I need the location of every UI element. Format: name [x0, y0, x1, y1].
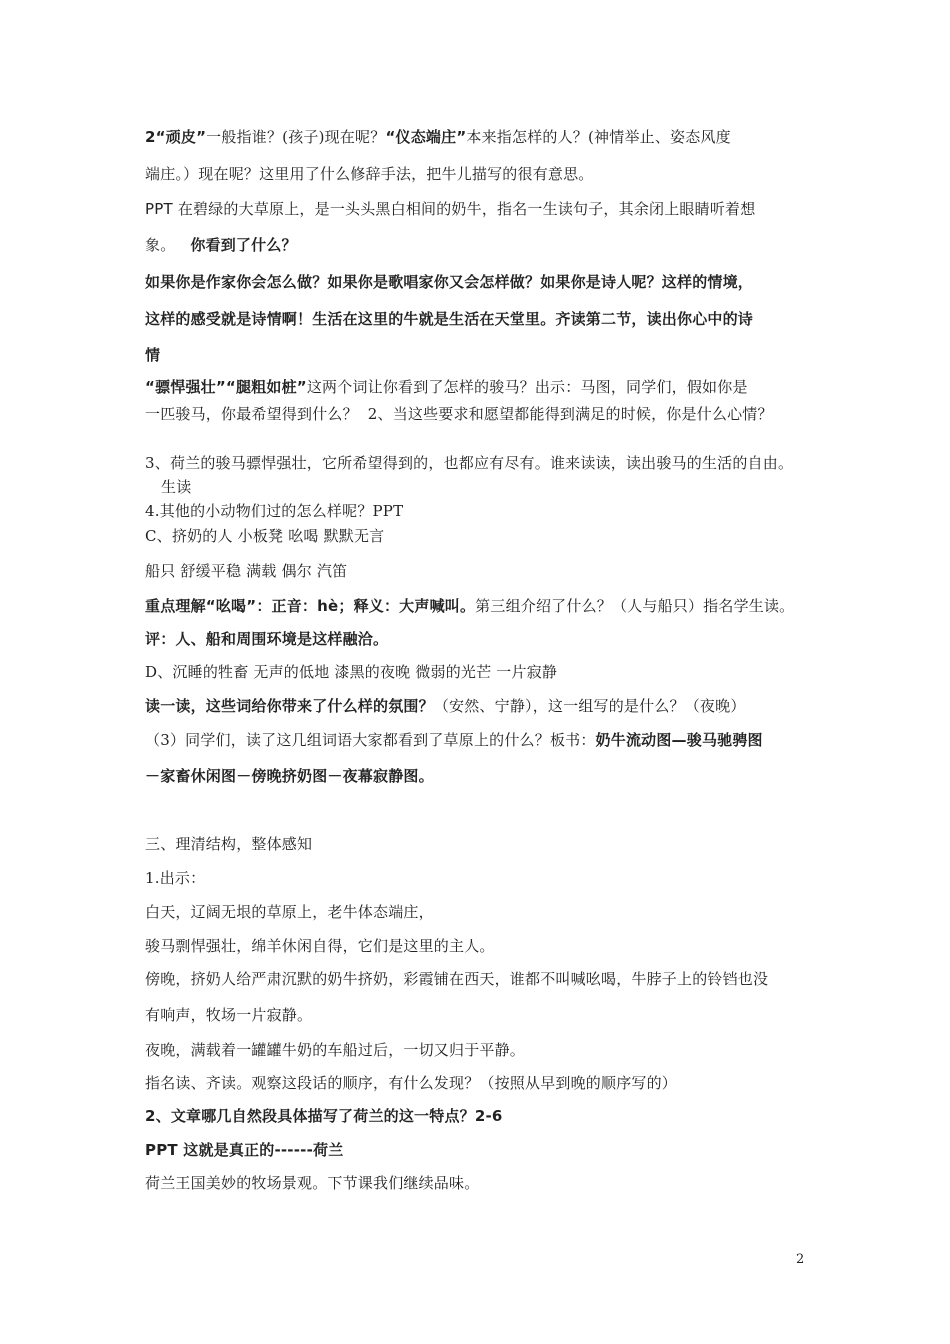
text-line: 2、文章哪几自然段具体描写了荷兰的这一特点？2-6: [145, 1107, 503, 1125]
text-line: 重点理解“吆喝”：正音：hè；释义：大声喊叫。第三组介绍了什么？（人与船只）指名学生读。: [145, 597, 795, 615]
text-line: 生读: [161, 478, 192, 496]
section-heading: 三、理清结构，整体感知: [145, 835, 313, 853]
text-line: 荷兰王国美妙的牧场景观。下节课我们继续品味。: [145, 1174, 480, 1192]
text-line: 船只 舒缓平稳 满载 偶尔 汽笛: [145, 562, 348, 580]
page-number: 2: [796, 1252, 805, 1267]
text-line: 有响声，牧场一片寂静。: [145, 1006, 313, 1024]
text-line: 傍晚，挤奶人给严肃沉默的奶牛挤奶，彩霞铺在西天，谁都不叫喊吆喝，牛脖子上的铃铛也没: [145, 970, 769, 988]
text-line: 一匹骏马，你最希望得到什么？ 2、当这些要求和愿望都能得到满足的时候，你是什么心情？: [145, 405, 773, 423]
text-line: 夜晚，满载着一罐罐牛奶的车船过后，一切又归于平静。: [145, 1041, 526, 1059]
text-line: D、沉睡的牲畜 无声的低地 漆黑的夜晚 微弱的光芒 一片寂静: [145, 663, 558, 681]
text-line: 3、荷兰的骏马骠悍强壮，它所希望得到的，也都应有尽有。谁来读读，读出骏马的生活的自由。: [145, 454, 794, 472]
text-line: 评：人、船和周围环境是这样融洽。: [145, 630, 389, 648]
text-line: 2“顽皮”一般指谁？(孩子)现在呢？“仪态端庄”本来指怎样的人？(神情举止、姿态风度: [145, 128, 731, 146]
text-line: 骏马剽悍强壮，绵羊休闲自得，它们是这里的主人。: [145, 937, 495, 955]
text-line: PPT 这就是真正的------荷兰: [145, 1141, 344, 1159]
text-line: C、挤奶的人 小板凳 吆喝 默默无言: [145, 527, 385, 545]
text-line: 如果你是作家你会怎么做？如果你是歌唱家你又会怎样做？如果你是诗人呢？这样的情境，: [145, 273, 754, 291]
text-line: 端庄。）现在呢？这里用了什么修辞手法，把牛儿描写的很有意思。: [145, 165, 594, 183]
text-line: 读一读，这些词给你带来了什么样的氛围？（安然、宁静），这一组写的是什么？（夜晚）: [145, 697, 746, 715]
text-line: 白天，辽阔无垠的草原上，老牛体态端庄，: [145, 903, 434, 921]
text-line: 这样的感受就是诗情啊！生活在这里的牛就是生活在天堂里。齐读第二节，读出你心中的诗: [145, 310, 754, 328]
text-line: 1.出示：: [145, 869, 206, 887]
text-line: 指名读、齐读。观察这段话的顺序，有什么发现？（按照从早到晚的顺序写的）: [145, 1074, 678, 1092]
text-line: PPT 在碧绿的大草原上，是一头头黑白相间的奶牛，指名一生读句子，其余闭上眼睛听着想: [145, 200, 756, 218]
text-line: 情: [145, 346, 161, 364]
text-line: 象。 你看到了什么？: [145, 236, 297, 254]
text-line: －家畜休闲图－傍晚挤奶图－夜幕寂静图。: [145, 767, 434, 785]
text-line: 4.其他的小动物们过的怎么样呢？PPT: [145, 502, 404, 520]
text-line: “骠悍强壮”“腿粗如桩”这两个词让你看到了怎样的骏马？出示：马图，同学们，假如你是: [145, 378, 748, 396]
text-line: （3）同学们，读了这几组词语大家都看到了草原上的什么？板书：奶牛流动图—骏马驰骋图: [145, 731, 763, 749]
